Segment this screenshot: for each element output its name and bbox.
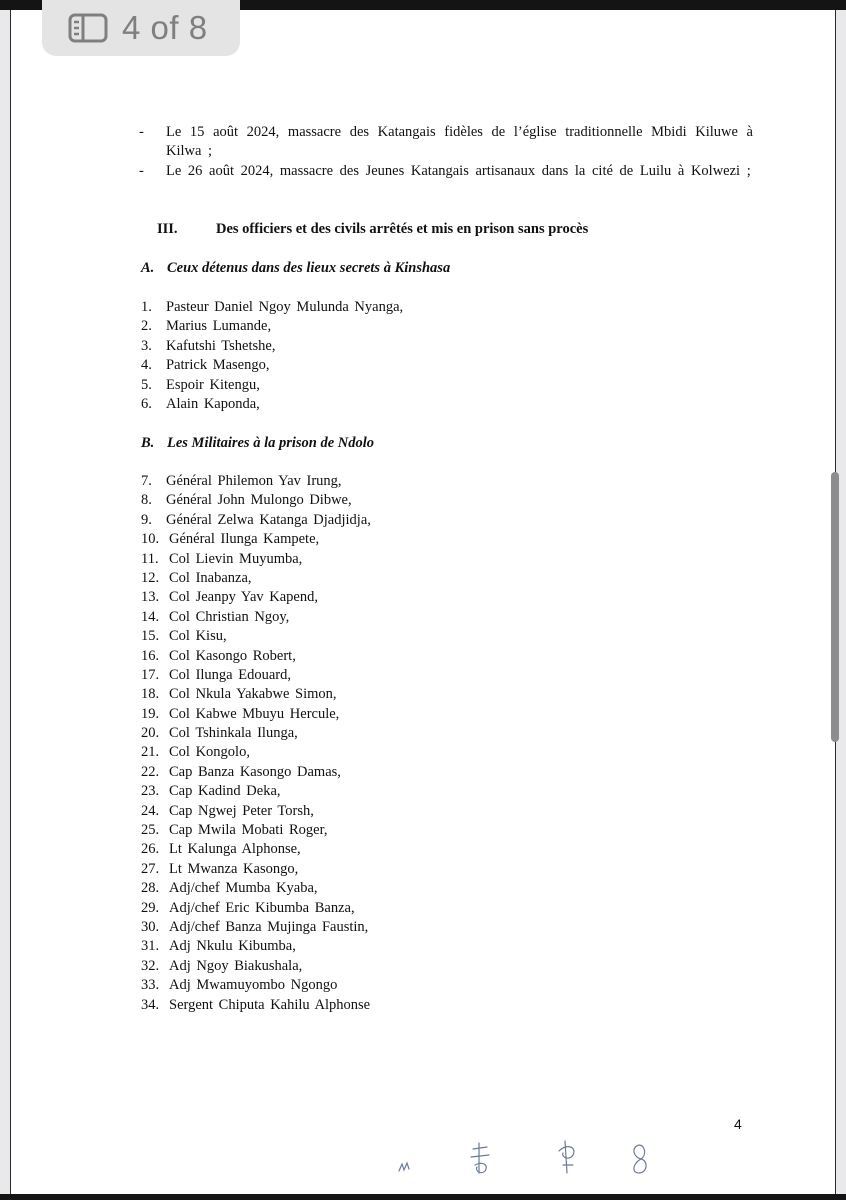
list-item-name: Sergent Chiputa Kahilu Alphonse — [169, 996, 371, 1013]
list-item-name: Kafutshi Tshetshe, — [166, 337, 276, 354]
section-number: III. — [157, 221, 178, 237]
subsection-b-heading — [141, 434, 374, 453]
list-item — [141, 472, 371, 491]
list-item-number: 32. — [141, 957, 160, 974]
list-item — [141, 530, 371, 549]
list-item-number: 29. — [141, 899, 160, 916]
list-item-number: 17. — [141, 666, 160, 683]
list-item — [141, 763, 371, 782]
subsection-title: Ceux détenus dans des lieux secrets à Kinshasa — [167, 260, 451, 276]
list-item-name: Adj Nkulu Kibumba, — [169, 938, 296, 955]
list-item-name: Cap Mwila Mobati Roger, — [169, 822, 328, 839]
list-item — [141, 337, 403, 356]
list-item — [141, 724, 371, 743]
list-item-name: Col Kisu, — [169, 628, 227, 645]
list-item-number: 4. — [141, 357, 152, 374]
list-item-number: 9. — [141, 511, 152, 528]
list-item-name: Col Jeanpy Yav Kapend, — [169, 589, 318, 606]
list-item — [141, 705, 371, 724]
list-item — [141, 395, 403, 414]
list-item-number: 19. — [141, 705, 160, 722]
detainee-list-b — [141, 472, 371, 1015]
list-item-name: Col Kabwe Mbuyu Hercule, — [169, 705, 340, 722]
subsection-a-heading — [141, 259, 450, 278]
page-indicator[interactable] — [42, 0, 240, 56]
list-item-name: Général Philemon Yav Irung, — [166, 473, 342, 489]
list-item-name: Col Ilunga Edouard, — [169, 666, 291, 683]
list-item — [141, 918, 371, 937]
list-item-number: 13. — [141, 589, 160, 606]
list-item-number: 22. — [141, 763, 160, 780]
pdf-page[interactable] — [10, 10, 836, 1194]
bullet-text: Le 15 août 2024, massacre des Katangais fidèles de l’église traditionnelle Mbidi Kiluwe à Kilwa ; — [166, 124, 753, 159]
detainee-list-a — [141, 298, 403, 414]
list-item-number: 21. — [141, 744, 160, 761]
list-item-number: 8. — [141, 492, 152, 509]
list-item — [141, 802, 371, 821]
bullet-item — [139, 162, 753, 181]
list-item-number: 18. — [141, 686, 160, 703]
list-item-name: Adj Mwamuyombo Ngongo — [169, 977, 338, 994]
list-item-number: 16. — [141, 647, 160, 664]
section-title: Des officiers et des civils arrêtés et mis en prison sans procès — [216, 221, 589, 237]
list-item-name: Col Kongolo, — [169, 744, 250, 761]
list-item — [141, 782, 371, 801]
list-item-number: 14. — [141, 608, 160, 625]
list-item-number: 28. — [141, 880, 160, 897]
bullet-item — [139, 123, 753, 161]
list-item — [141, 356, 403, 375]
list-item-name: Col Nkula Yakabwe Simon, — [169, 686, 337, 703]
list-item-number: 27. — [141, 860, 160, 877]
list-item-name: Lt Mwanza Kasongo, — [169, 860, 299, 877]
list-item-name: Général Zelwa Katanga Djadjidja, — [166, 511, 371, 528]
list-item — [141, 608, 371, 627]
list-item-name: Général John Mulongo Dibwe, — [166, 492, 352, 509]
list-item — [141, 821, 371, 840]
list-item — [141, 685, 371, 704]
list-item-name: Col Inabanza, — [169, 569, 252, 586]
list-item-name: Cap Ngwej Peter Torsh, — [169, 802, 314, 819]
bullet-dash: - — [139, 163, 144, 179]
list-item — [141, 550, 371, 569]
list-item-name: Col Kasongo Robert, — [169, 647, 296, 664]
list-item — [141, 511, 371, 530]
list-item-number: 26. — [141, 841, 160, 858]
list-item-name: Adj/chef Banza Mujinga Faustin, — [169, 918, 369, 935]
list-item-number: 30. — [141, 918, 160, 935]
page-panel-icon — [68, 13, 108, 43]
list-item — [141, 588, 371, 607]
list-item — [141, 647, 371, 666]
list-item-number: 5. — [141, 376, 152, 393]
subsection-letter: A. — [141, 260, 155, 276]
list-item-name: Col Lievin Muyumba, — [169, 550, 303, 567]
list-item-name: Alain Kaponda, — [166, 395, 260, 412]
list-item — [141, 937, 371, 956]
list-item-name: Général Ilunga Kampete, — [169, 531, 320, 548]
list-item-name: Patrick Masengo, — [166, 357, 270, 374]
vertical-scrollbar[interactable] — [831, 472, 839, 742]
list-item-name: Cap Kadind Deka, — [169, 783, 281, 800]
list-item-number: 3. — [141, 337, 152, 354]
list-item-number: 34. — [141, 996, 160, 1013]
list-item-number: 33. — [141, 977, 160, 994]
list-item — [141, 627, 371, 646]
handwritten-initials — [391, 1135, 671, 1185]
list-item-name: Lt Kalunga Alphonse, — [169, 841, 301, 858]
list-item — [141, 976, 371, 995]
list-item-name: Pasteur Daniel Ngoy Mulunda Nyanga, — [166, 299, 404, 315]
list-item-number: 25. — [141, 822, 160, 839]
list-item — [141, 376, 403, 395]
list-item — [141, 899, 371, 918]
list-item-name: Adj/chef Mumba Kyaba, — [169, 880, 318, 897]
list-item — [141, 879, 371, 898]
bottom-frame — [0, 1194, 846, 1200]
list-item-number: 7. — [141, 473, 152, 489]
list-item-name: Cap Banza Kasongo Damas, — [169, 763, 341, 780]
list-item-number: 12. — [141, 569, 160, 586]
bullet-dash: - — [139, 124, 144, 140]
list-item-name: Marius Lumande, — [166, 318, 272, 335]
list-item — [141, 666, 371, 685]
list-item — [141, 860, 371, 879]
list-item-number: 15. — [141, 628, 160, 645]
list-item — [141, 491, 371, 510]
list-item-number: 10. — [141, 531, 160, 548]
list-item — [141, 743, 371, 762]
list-item — [141, 996, 371, 1015]
list-item-number: 24. — [141, 802, 160, 819]
section-heading — [157, 220, 588, 239]
list-item — [141, 569, 371, 588]
list-item — [141, 317, 403, 336]
list-item-number: 31. — [141, 938, 160, 955]
subsection-title: Les Militaires à la prison de Ndolo — [167, 435, 375, 451]
subsection-letter: B. — [141, 435, 155, 451]
list-item-name: Col Christian Ngoy, — [169, 608, 290, 625]
list-item — [141, 298, 403, 317]
list-item-name: Espoir Kitengu, — [166, 376, 260, 393]
page-number: 4 — [734, 1116, 742, 1132]
list-item-number: 1. — [141, 299, 152, 315]
list-item-name: Col Tshinkala Ilunga, — [169, 725, 298, 742]
list-item-number: 2. — [141, 318, 152, 335]
bullet-text: Le 26 août 2024, massacre des Jeunes Katangais artisanaux dans la cité de Luilu à Kolwezi ; — [166, 163, 751, 179]
list-item — [141, 840, 371, 859]
list-item — [141, 957, 371, 976]
list-item-name: Adj Ngoy Biakushala, — [169, 957, 303, 974]
page-indicator-text: 4 of 8 — [122, 9, 208, 46]
list-item-number: 6. — [141, 395, 152, 412]
list-item-number: 23. — [141, 783, 160, 800]
list-item-number: 11. — [141, 550, 159, 567]
list-item-name: Adj/chef Eric Kibumba Banza, — [169, 899, 355, 916]
list-item-number: 20. — [141, 725, 160, 742]
bullet-list — [139, 123, 753, 182]
